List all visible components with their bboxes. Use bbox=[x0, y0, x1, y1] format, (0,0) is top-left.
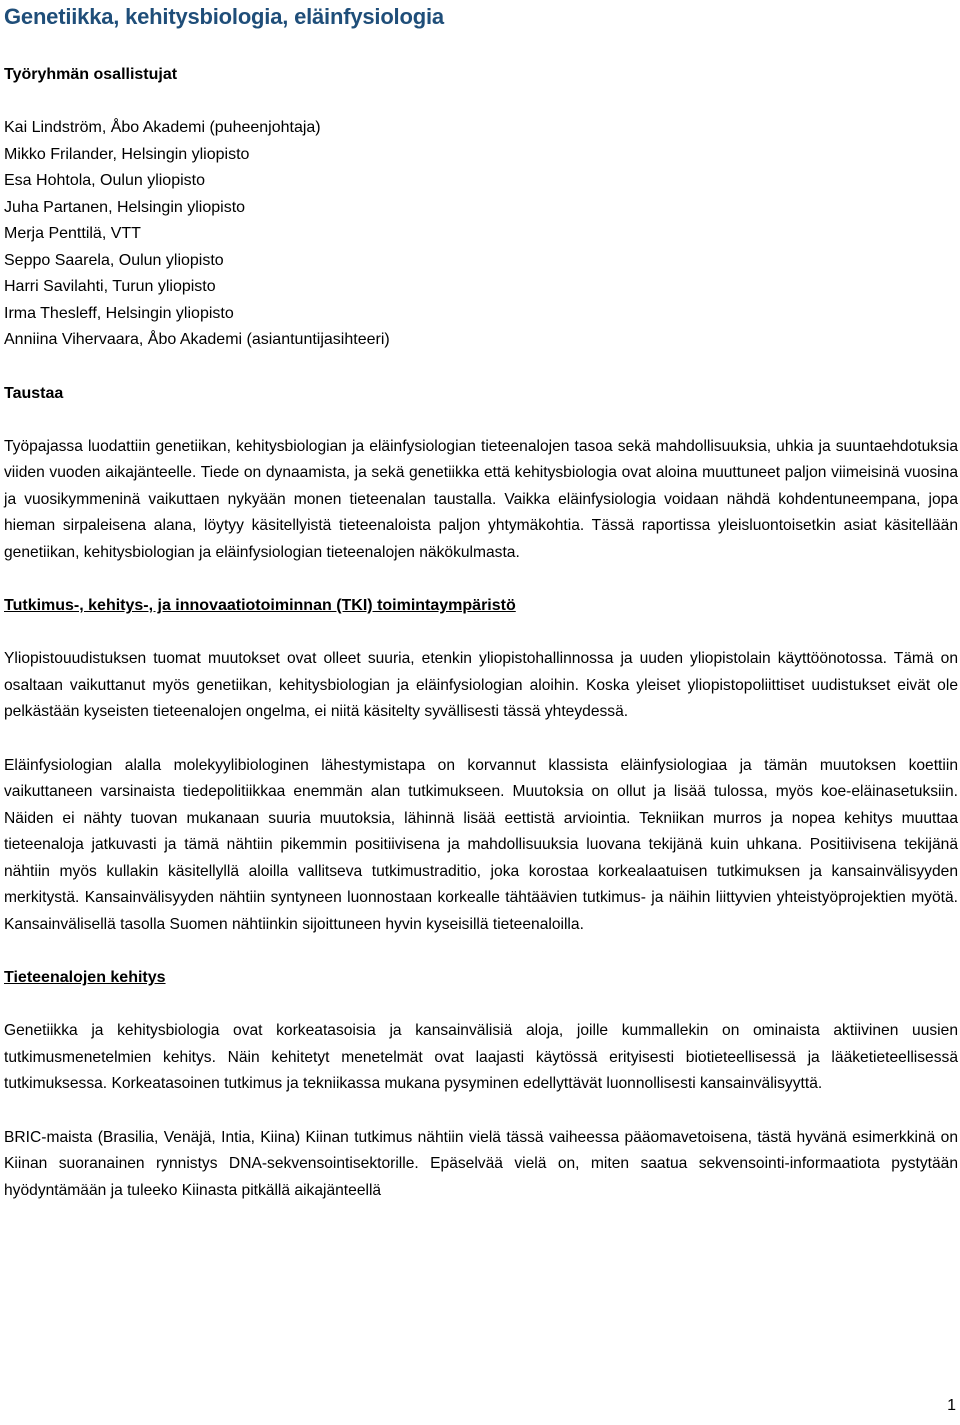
member-item: Esa Hohtola, Oulun yliopisto bbox=[4, 172, 205, 189]
member-item: Anniina Vihervaara, Åbo Akademi (asiantuntijasihteeri) bbox=[4, 331, 390, 348]
document-title: Genetiikka, kehitysbiologia, eläinfysiologia bbox=[4, 4, 444, 29]
document-page bbox=[4, 0, 958, 1204]
development-paragraph-2: BRIC-maista (Brasilia, Venäjä, Intia, Kiina) Kiinan tutkimus nähtiin vielä tässä vaiheessa pääomavetoisena, tästä hyvänä esimerkkinä on Kiinan suoranainen rynnistys DNA-sekvensointisektorille. Epäselvää vielä on, miten saatua sekvensointi-informaatiota pystytään hyödyntämään ja tuleeko Kiinasta pitkällä aikajänteellä bbox=[4, 1128, 958, 1199]
tki-paragraph-1: Yliopistouudistuksen tuomat muutokset ovat olleet suuria, etenkin yliopistohallinnossa ja uuden yliopistolain käyttöönotossa. Tämä on osaltaan vaikuttanut myös genetiikan, kehitysbiologian ja eläinfysiologian aloihin. Koska yleiset yliopistopoliittiset uudistukset eivät ole pelkästään kyseisten tieteenalojen ongelma, ei niitä käsitelty syvällisesti tässä yhteydessä. bbox=[4, 650, 958, 720]
tki-heading: Tutkimus-, kehitys-, ja innovaatiotoiminnan (TKI) toimintaympäristö bbox=[4, 597, 516, 614]
page-number: 1 bbox=[947, 1397, 956, 1414]
member-item: Harri Savilahti, Turun yliopisto bbox=[4, 278, 216, 295]
members-list bbox=[4, 115, 958, 354]
background-heading: Taustaa bbox=[4, 384, 64, 402]
background-paragraph: Työpajassa luodattiin genetiikan, kehitysbiologian ja eläinfysiologian tieteenalojen tasoa sekä mahdollisuuksia, uhkia ja suuntaehdotuksia viiden vuoden aikajänteelle. Tiede on dynaamista, ja sekä genetiikka että kehitysbiologia ovat aloina muuttuneet paljon viimeisinä vuosina ja vuosikymmeninä vaikuttaen nykyään monen tieteenalan taustalla. Vaikka eläinfysiologia voidaan nähdä kohdentuneempana, jopa hieman sirpaleisena alana, löytyy käsitellyistä tieteenaloista paljon yhtymäkohtia. Tässä raportissa yleisluontoisetkin asiat käsitellään genetiikan, kehitysbiologian ja eläinfysiologian tieteenalojen näkökulmasta. bbox=[4, 437, 958, 561]
member-item: Kai Lindström, Åbo Akademi (puheenjohtaja) bbox=[4, 119, 321, 136]
member-item: Irma Thesleff, Helsingin yliopisto bbox=[4, 304, 234, 322]
members-heading: Työryhmän osallistujat bbox=[4, 66, 178, 83]
development-heading: Tieteenalojen kehitys bbox=[4, 969, 166, 986]
member-item: Mikko Frilander, Helsingin yliopisto bbox=[4, 145, 250, 163]
tki-paragraph-2: Eläinfysiologian alalla molekyylibiologinen lähestymistapa on korvannut klassista eläinfysiologiaa ja tämän muutoksen koettiin vaikuttaneen varsinaista tiedepolitiikkaa enemmän alan tutkimukseen. Muutoksia on ollut ja lisää tulossa, myös koe-eläinasetuksiin. Näiden ei nähty tuovan mukanaan suuria muutoksia, lähinnä lisää eettistä arviointia. Tekniikan murros ja nopea kehitys muuttaa tieteenaloja jatkuvasti ja tämä nähtiin pikemmin positiivisena ja mahdollisuuksia luovana tekijänä kuin uhkana. Positiivisena tekijänä nähtiin myös kullakin käsitellyllä aloilla vallitseva tutkimustraditio, joka korostaa korkealaatuisen tutkimuksen ja kansainvälisyyden merkitystä. Kansainvälisyyden nähtiin syntyneen luonnostaan korkealle tähtäävien tutkimus- ja näihin liittyvien yhteistyöprojektien myötä. Kansainvälisellä tasolla Suomen nähtiinkin sijoittuneen hyvin kyseisillä tieteenaloilla. bbox=[4, 756, 958, 933]
development-paragraph-1: Genetiikka ja kehitysbiologia ovat korkeatasoisia ja kansainvälisiä aloja, joille kummallekin on ominaista aktiivinen uusien tutkimusmenetelmien kehitys. Näin kehitetyt menetelmät ovat laajasti käytössä erityisesti biotieteellisessä ja lääketieteellisessä tutkimuksessa. Korkeatasoinen tutkimus ja tekniikassa mukana pysyminen edellyttävät luonnollisesti kansainvälisyyttä. bbox=[4, 1022, 958, 1092]
member-item: Seppo Saarela, Oulun yliopisto bbox=[4, 251, 224, 269]
member-item: Merja Penttilä, VTT bbox=[4, 225, 141, 242]
member-item: Juha Partanen, Helsingin yliopisto bbox=[4, 198, 246, 216]
